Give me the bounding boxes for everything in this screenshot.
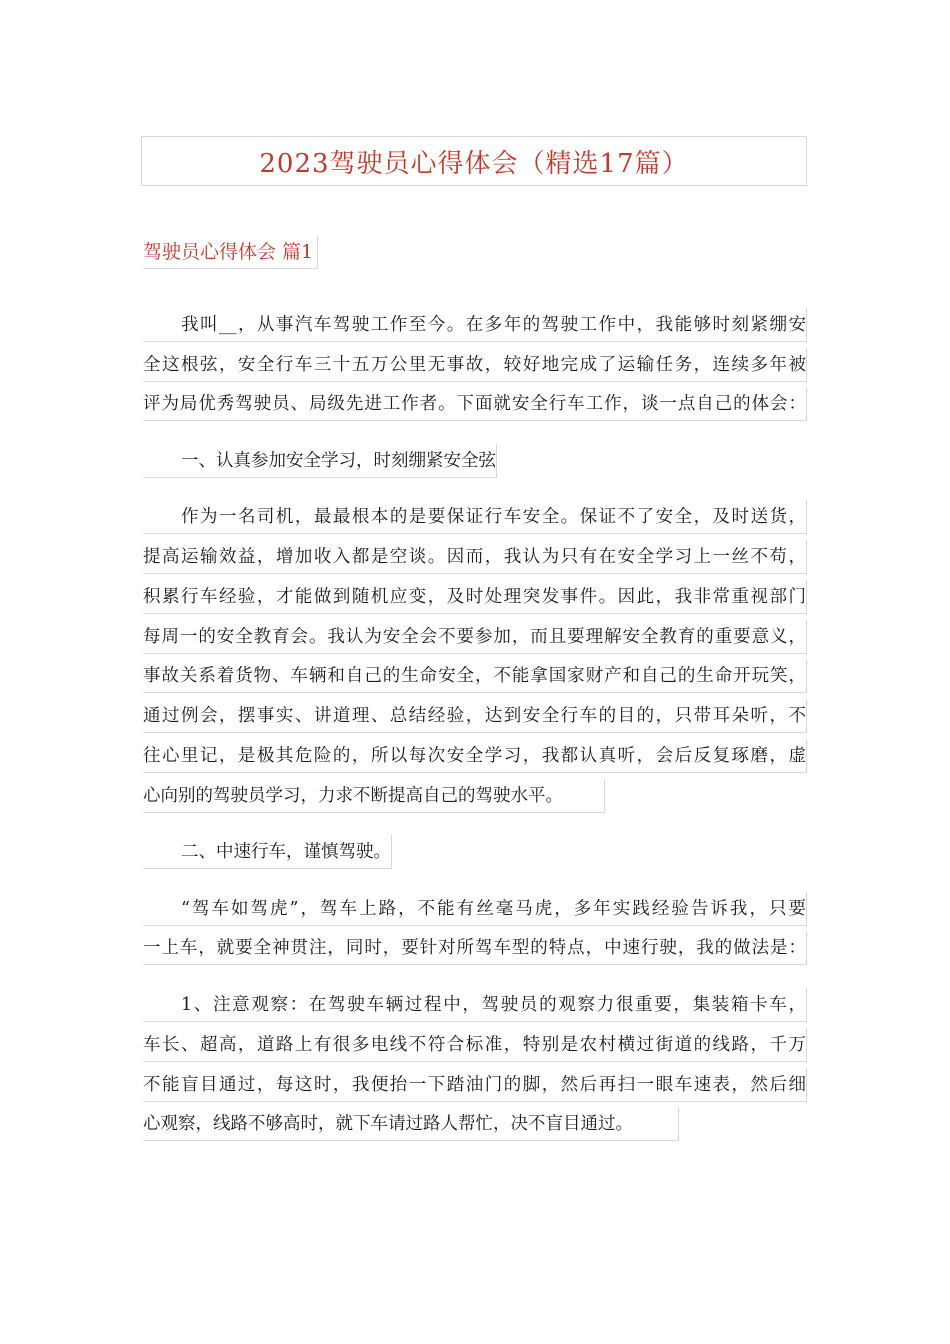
subheading-line: 一、认真参加安全学习，时刻绷紧安全弦 [143,444,497,478]
paragraph-line: 通过例会，摆事实、讲道理、总结经验，达到安全行车的目的，只带耳朵听，不 [143,699,807,733]
title-box [141,136,807,186]
paragraph-line: 每周一的安全教育会。我认为安全会不要参加，而且要理解安全教育的重要意义， [143,620,807,654]
document-title: 2023驾驶员心得体会（精选17篇） [259,148,689,179]
paragraph-line: 车长、超高，道路上有很多电线不符合标准，特别是农村横过街道的线路，千万 [143,1028,807,1062]
paragraph-line: 心观察，线路不够高时，就下车请过路人帮忙，决不盲目通过。 [143,1107,679,1141]
paragraph-line: 积累行车经验，才能做到随机应变，及时处理突发事件。因此，我非常重视部门 [143,580,807,614]
paragraph-line: 提高运输效益，增加收入都是空谈。因而，我认为只有在安全学习上一丝不苟， [143,540,807,574]
section-heading: 驾驶员心得体会 篇1 [143,236,318,269]
paragraph-line: 不能盲目通过，每这时，我便抬一下踏油门的脚，然后再扫一眼车速表，然后细 [143,1068,807,1102]
paragraph-line: 我叫__，从事汽车驾驶工作至今。在多年的驾驶工作中，我能够时刻紧绷安 [143,308,807,342]
paragraph-line: 作为一名司机，最最根本的是要保证行车安全。保证不了安全，及时送货， [143,500,807,534]
paragraph-line: 1、注意观察：在驾驶车辆过程中，驾驶员的观察力很重要，集装箱卡车， [143,988,807,1022]
paragraph-line: 心向别的驾驶员学习，力求不断提高自己的驾驶水平。 [143,779,605,813]
paragraph-line: 全这根弦，安全行车三十五万公里无事故，较好地完成了运输任务，连续多年被 [143,348,807,382]
paragraph-line: 事故关系着货物、车辆和自己的生命安全，不能拿国家财产和自己的生命开玩笑， [143,659,807,693]
paragraph-line: “驾车如驾虎”，驾车上路，不能有丝毫马虎，多年实践经验告诉我，只要 [143,892,807,926]
paragraph-line: 评为局优秀驾驶员、局级先进工作者。下面就安全行车工作，谈一点自己的体会： [143,387,807,421]
paragraph-line: 一上车，就要全神贯注，同时，要针对所驾车型的特点，中速行驶，我的做法是： [143,931,807,965]
paragraph-line: 往心里记，是极其危险的，所以每次安全学习，我都认真听，会后反复琢磨，虚 [143,739,807,773]
subheading-line: 二、中速行车，谨慎驾驶。 [143,835,392,869]
